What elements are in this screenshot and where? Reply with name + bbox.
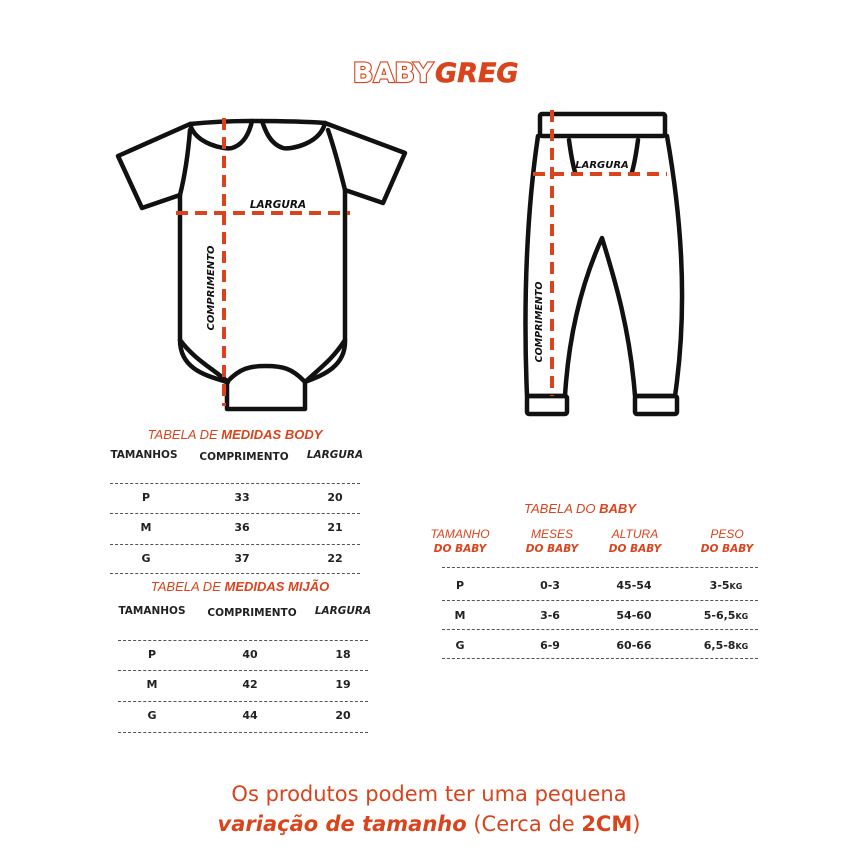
table-baby-title-prefix: TABELA DO	[524, 501, 600, 516]
table-baby-weight-value: 3-5	[709, 579, 730, 592]
table-mijao-title-prefix: TABELA DE	[150, 579, 225, 594]
table-mijao-cell: 42	[242, 678, 258, 691]
table-baby-header-weight-1: PESO	[710, 527, 744, 541]
table-baby-title-bold: BABY	[599, 501, 636, 516]
table-baby-cell: 54-60	[616, 609, 652, 622]
brand-part1: BABY	[352, 58, 433, 89]
brand-part2: GREG	[435, 58, 519, 89]
table-mijao-cell: 40	[242, 648, 258, 661]
table-baby-header-height-2: DO BABY	[608, 543, 662, 555]
table-body-cell: P	[141, 491, 151, 504]
table-baby-cell	[696, 579, 756, 592]
brand-logo-svg	[0, 52, 858, 92]
table-body-divider	[110, 483, 360, 484]
table-body-cell: 37	[234, 552, 250, 565]
table-baby-cell: 0-3	[540, 579, 560, 592]
table-body-title-bold: MEDIDAS BODY	[221, 427, 323, 442]
pants-length-label: COMPRIMENTO	[534, 281, 545, 363]
table-mijao-title-bold: MEDIDAS MIJÃO	[224, 579, 330, 594]
table-baby-cell	[696, 639, 756, 652]
bodysuit-outline	[118, 121, 405, 409]
table-baby-weight-unit: KG	[735, 612, 749, 621]
table-body-cell: 33	[234, 491, 250, 504]
footer-end: )	[632, 812, 641, 836]
table-baby-divider	[442, 629, 758, 630]
table-baby-divider	[442, 600, 758, 601]
table-mijao-cell: M	[146, 678, 158, 691]
table-body-cell: 20	[327, 491, 343, 504]
table-baby-header-height-1: ALTURA	[611, 527, 659, 541]
table-baby-divider	[442, 658, 758, 659]
table-baby-weight-value: 5-6,5	[703, 609, 736, 622]
footer-line-2	[0, 812, 858, 836]
table-mijao-cell: 20	[335, 709, 351, 722]
table-mijao-divider	[118, 640, 368, 641]
brand-logo	[0, 52, 858, 92]
table-baby-header-months-2: DO BABY	[525, 543, 579, 555]
table-baby-cell: 60-66	[616, 639, 652, 652]
footer-emphasis-2: 2CM	[581, 812, 633, 836]
bodysuit-diagram	[100, 100, 420, 420]
table-body-cell: 36	[234, 521, 250, 534]
table-mijao-cell: G	[147, 709, 157, 722]
table-mijao-cell: P	[147, 648, 157, 661]
table-body-header-size: TAMANHOS	[110, 449, 178, 461]
table-body-header-width: LARGURA	[306, 449, 364, 461]
table-body-cell: G	[141, 552, 151, 565]
footer-emphasis: variação de tamanho	[217, 812, 467, 836]
table-mijao-header-width: LARGURA	[314, 605, 372, 617]
body-width-label: LARGURA	[249, 199, 307, 211]
footer-mid: (Cerca de	[466, 812, 582, 836]
table-body-header-length: COMPRIMENTO	[199, 451, 289, 463]
table-body-cell: M	[140, 521, 152, 534]
table-baby-cell: 6-9	[540, 639, 560, 652]
table-mijao-header-length: COMPRIMENTO	[207, 607, 297, 619]
table-baby-title	[500, 501, 660, 516]
table-baby-cell: M	[454, 609, 466, 622]
table-mijao-cell: 44	[242, 709, 258, 722]
table-mijao-title	[110, 579, 370, 594]
pants-outline	[525, 114, 682, 414]
table-baby-cell	[696, 609, 756, 622]
footer-line-1: Os produtos podem ter uma pequena	[231, 782, 627, 806]
table-mijao-cell: 18	[335, 648, 351, 661]
table-mijao-divider	[118, 732, 368, 733]
table-baby-weight-unit: KG	[729, 582, 743, 591]
pants-width-label: LARGURA	[575, 160, 629, 171]
table-body-cell: 22	[327, 552, 343, 565]
table-baby-divider	[442, 567, 758, 568]
table-baby-weight-unit: KG	[735, 642, 749, 651]
table-body-cell: 21	[327, 521, 343, 534]
table-baby-header-weight-2: DO BABY	[700, 543, 754, 555]
table-body-divider	[110, 513, 360, 514]
table-body-title	[110, 427, 360, 442]
table-mijao-cell: 19	[335, 678, 351, 691]
table-mijao-divider	[118, 701, 368, 702]
table-baby-header-months-1: MESES	[530, 527, 573, 541]
body-length-label: COMPRIMENTO	[206, 245, 217, 331]
table-baby-cell: P	[455, 579, 465, 592]
table-body-divider	[110, 573, 360, 574]
table-mijao-divider	[118, 670, 368, 671]
table-baby-cell: 3-6	[540, 609, 560, 622]
table-baby-cell: G	[455, 639, 465, 652]
table-mijao-header-size: TAMANHOS	[118, 605, 186, 617]
table-baby-weight-value: 6,5-8	[703, 639, 736, 652]
table-body-divider	[110, 544, 360, 545]
pants-diagram	[505, 100, 705, 430]
table-body-title-prefix: TABELA DE	[147, 427, 222, 442]
table-baby-header-size-2: DO BABY	[433, 543, 487, 555]
table-baby-cell: 45-54	[616, 579, 652, 592]
table-baby-header-size-1: TAMANHO	[430, 527, 490, 541]
